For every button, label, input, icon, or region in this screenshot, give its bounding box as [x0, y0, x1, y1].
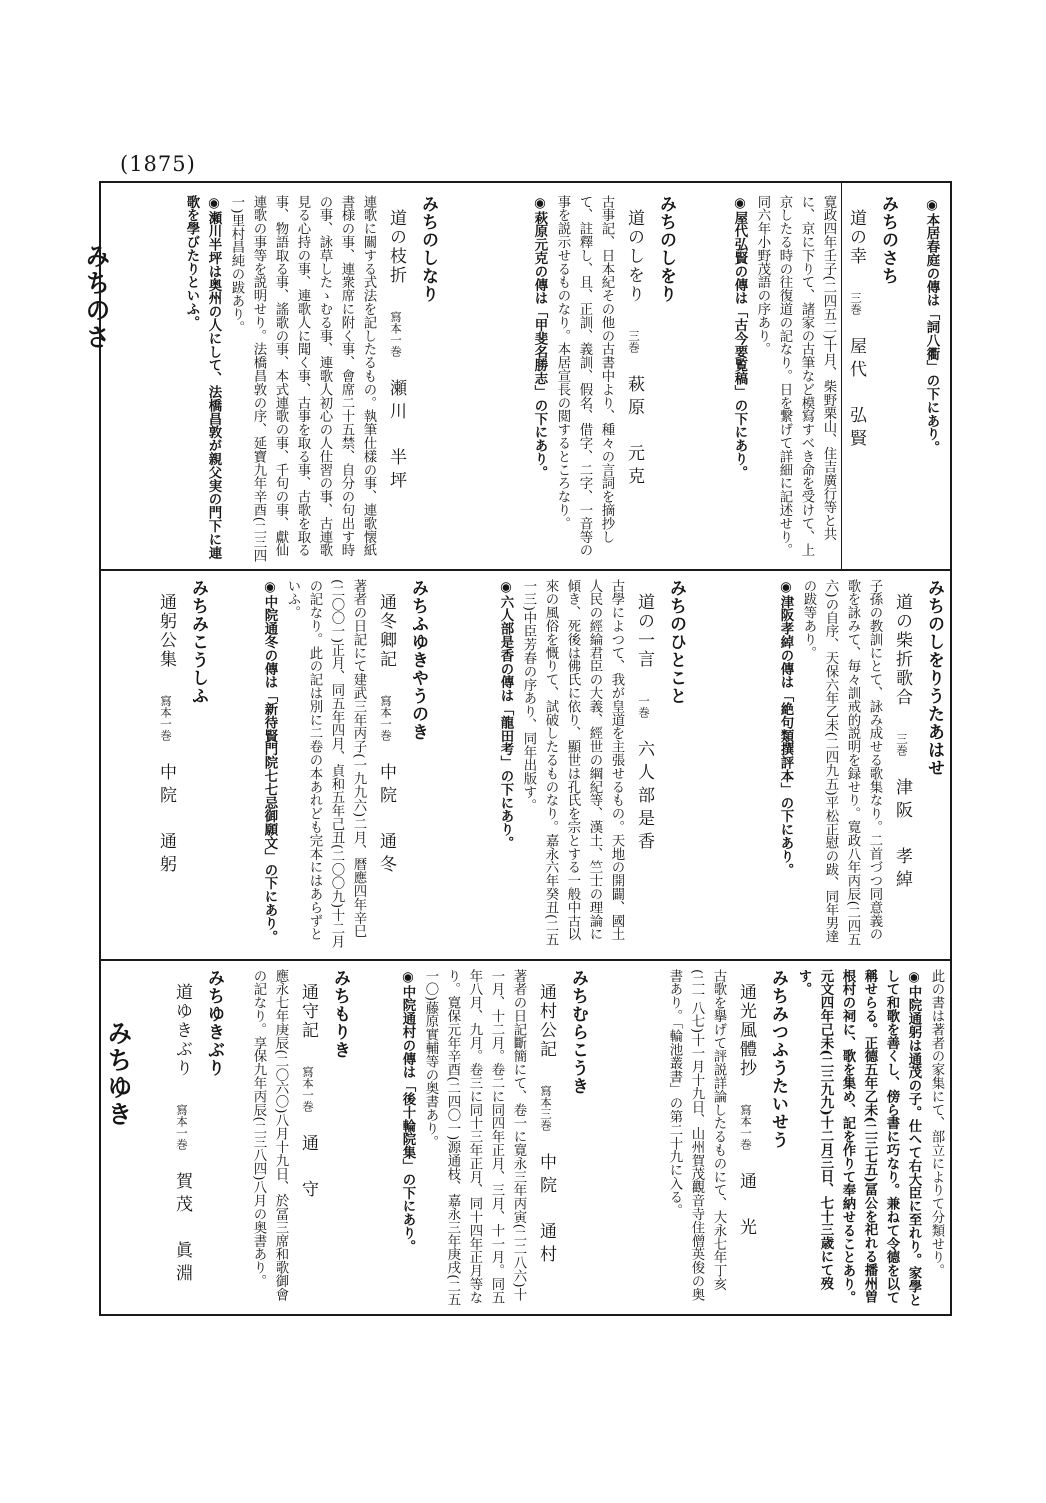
entry-michinoshiori [451, 195, 681, 563]
entry-michifuyukyounoki [221, 579, 433, 951]
work-name: 通躬公集 [156, 593, 176, 669]
side-heading-lower: みちゆき [104, 1020, 133, 1128]
entry-body: 著者の日記斷簡にて、卷一に寛永三年丙寅(二二八六)十一月、十二月。卷二に同四年正月、三月、十一月。同五年八月、九月。卷三に同十三年正月、同十四年正月等なり。寛保元年辛酉(二四〇一)源通枝、嘉永三年庚戌(二五一〇)藤原實輔等の奥書あり。 [423, 969, 526, 1307]
work-title [291, 969, 325, 1309]
work-title [729, 969, 763, 1309]
entry-body: 應永七年庚辰(二〇六〇)八月十九日、於冨三席和歌御會の記なり。享保九年丙辰(二三八四)八月の奥書あり。 [251, 969, 288, 1302]
volume-count: 寫本一巻 [739, 1104, 753, 1150]
work-name: 道のしをり [624, 209, 644, 304]
work-name: 通守記 [298, 983, 318, 1040]
author-name: 瀬川 半坪 [386, 379, 406, 494]
work-title [885, 579, 919, 951]
entry-michimoriki [237, 969, 355, 1309]
entry-michimurakouki [363, 969, 593, 1309]
work-title [165, 969, 199, 1309]
entry-body: 子孫の教訓にとて、詠み成せる歌集なり。二首づつ同意義の歌を詠みて、毎々訓戒的説明を録せり。寛政八年丙辰(二四五六)の自序、天保六年乙未(二四九五)平松正慰の跋、同年男達の跋等あり。 [801, 579, 882, 947]
page-number: (1875) [120, 152, 196, 176]
entry-note: ◉瀬川半坪は奥州の人にして、法橋昌敦が親父実の門下に連歌を學びたりといふ。 [184, 195, 222, 560]
section-divider-upper [101, 569, 950, 571]
work-name: 道の幸 [846, 209, 866, 266]
author-name: 屋代 弘賢 [846, 337, 866, 452]
lower-top-note: 此の書は著者の家集にて、部立によりて分類せり。 ◉中院通躬は通茂の子。仕へて右大臣に至れり。家學として和歌を善くし、傍ら書に巧なり。兼ねて令德を以て稱せらる。正德五年乙未(二三七五)冨公を祀れる播州曽根村の祠に、歌を集め、記を作りて奉納せることあり。元文四年己未(二三九九)十二月三日、七十三歳にて歿す。 [796, 969, 944, 1307]
entry-body: 古歌を擧げて評説詳論したるものにて、大永七年丁亥(二一八七)十一月十九日、山州賀茂觀音寺住僧英俊の奥書あり。「輪池叢書」の第二十九に入る。 [667, 969, 726, 1302]
work-name: 道の枝折 [386, 209, 406, 285]
entry-heading: みちのしなり [418, 195, 438, 303]
entry-michinosachi [693, 195, 903, 563]
entry-michimikoushifu [131, 579, 213, 951]
volume-count: 寫本一巻 [175, 1104, 189, 1150]
work-name: 道の一言 [634, 593, 654, 669]
entry-michimitsufuutaishou [601, 969, 793, 1309]
entry-body: 古事記、日本紀その他の古書中より、種々の言詞を摘抄して、註釋し、且、正訓、義訓、假名、借字、二字、一音等の事を説示せるものなり。本居宣長の閲するところなり。 [555, 195, 614, 557]
entry-note: ◉萩原元克の傳は「甲斐名勝志」の下にあり。 [532, 195, 548, 479]
author-name: 通 光 [736, 1172, 756, 1241]
work-title [529, 969, 563, 1309]
volume-count: 三巻 [849, 292, 863, 315]
volume-count: 寫本三巻 [539, 1085, 553, 1131]
entry-body: 連歌に關する式法を記したるもの。執筆仕樣の事、連歌懐紙書様の事、連衆席に附く事、會席二十五禁、自分の句出す時の事、詠草したゝむる事、連歌人初心の人仕習の事、古連歌見る心持の事、連歌人に聞く事、古事を取る事、古歌を取る事、物語取る事、謠歌の事、本式連歌の事、千句の事、獻仙連歌の事等を説明せり。法橋昌敦の序、延寶九年辛酉(二三四一)里村昌純の跋あり。 [229, 195, 376, 563]
volume-count: 寫本一巻 [389, 311, 403, 357]
author-name: 通 守 [298, 1134, 318, 1203]
entry-michinohitokoto [441, 579, 691, 951]
entry-heading: みちみつふうたいせう [768, 969, 788, 1149]
work-name: 通冬卿記 [376, 593, 396, 669]
volume-count: 三巻 [627, 330, 641, 353]
author-name: 萩原 元克 [624, 375, 644, 490]
entry-heading: みちむらこうき [568, 969, 588, 1095]
entry-heading: みちのしをりうたあはせ [924, 579, 944, 777]
work-name: 通光風體抄 [736, 983, 756, 1078]
entry-body: 寛政四年壬子(二四五二)十月、柴野栗山、住吉廣行等と共に、京に下りて、諸家の古筆など模寫すべき命を受けて、上京したる時の往復道の記なり。日を繋げて詳細に記述せり。同六年小野茂語の序あり。 [755, 195, 836, 557]
entry-michinoshioriutaawase [699, 579, 949, 951]
entry-note: ◉中院通冬の傳は「新待賢門院七七忌御願文」の下にあり。 [262, 579, 278, 944]
author-name: 中院 通冬 [376, 763, 396, 878]
section-divider-lower [101, 959, 950, 961]
volume-count: 寫本一巻 [301, 1066, 315, 1112]
entry-heading: みちふゆきやうのき [408, 579, 428, 741]
entry-heading: みちのひとこと [666, 579, 686, 705]
entry-michinoshinari [131, 195, 443, 563]
entry-body: 古學によつて、我が皇道を主張せるもの。天地の開闢、國土人民の經綸君臣の大義、經世の綱紀等、漢土、竺士の理論に傾き、死後は佛氏に依り、顯世は孔氏を宗とする一般中古以來の風俗を慨りて、試破したるものなり。嘉永六年癸丑(二五一三)中臣芳春の序あり、同年出版す。 [521, 579, 624, 947]
work-title [379, 195, 413, 563]
work-name: 通村公記 [536, 983, 556, 1059]
side-heading-upper: みちのさ [82, 243, 111, 351]
entry-heading: みちのさち [878, 195, 898, 285]
entry-body: 著者の日記にて建武三年丙子(一九九六)二月、暦應四年辛巳(二〇〇一)正月、同五年四月、貞和五年己丑(二〇〇九)十二月の記なり。此の記は別に二卷の本あれども完本にはあらずといふ。 [285, 579, 366, 949]
work-name: 道ゆきぶり [172, 983, 192, 1078]
work-title [149, 579, 183, 951]
upper-top-note: ◉本居春庭の傳は「詞八衢」の下にあり。 [924, 197, 940, 455]
entry-heading: みちゆきぶり [204, 969, 224, 1077]
work-title [369, 579, 403, 951]
entry-note: ◉中院通村の傳は「後十輪院集」の下にあり。 [400, 969, 416, 1253]
author-name: 六人部是香 [634, 740, 654, 855]
volume-count: 寫本一巻 [159, 695, 173, 741]
author-name: 賀茂 眞淵 [172, 1172, 192, 1287]
volume-count: 三巻 [895, 733, 909, 756]
entry-heading: みちもりき [330, 969, 350, 1059]
volume-count: 一巻 [637, 695, 651, 718]
entry-note: ◉屋代弘賢の傳は「古今要覧稿」の下にあり。 [732, 195, 748, 479]
work-title [839, 195, 873, 563]
entry-heading: みちみこうしふ [188, 579, 208, 705]
work-title [617, 195, 651, 563]
work-title [627, 579, 661, 951]
author-name: 中院 通村 [536, 1153, 556, 1268]
work-name: 道の柴折歌合 [892, 593, 912, 707]
entry-note: ◉津阪孝綽の傳は「絶句類撰評本」の下にあり。 [778, 579, 794, 877]
entry-note: ◉六人部是香の傳は「龍田考」の下にあり。 [498, 579, 514, 850]
entry-heading: みちのしをり [656, 195, 676, 303]
entry-michiyukiburi [131, 969, 229, 1309]
document-frame [99, 181, 952, 1316]
author-name: 津阪 孝綽 [892, 778, 912, 893]
author-name: 中院 通躬 [156, 763, 176, 878]
volume-count: 寫本一巻 [379, 695, 393, 741]
